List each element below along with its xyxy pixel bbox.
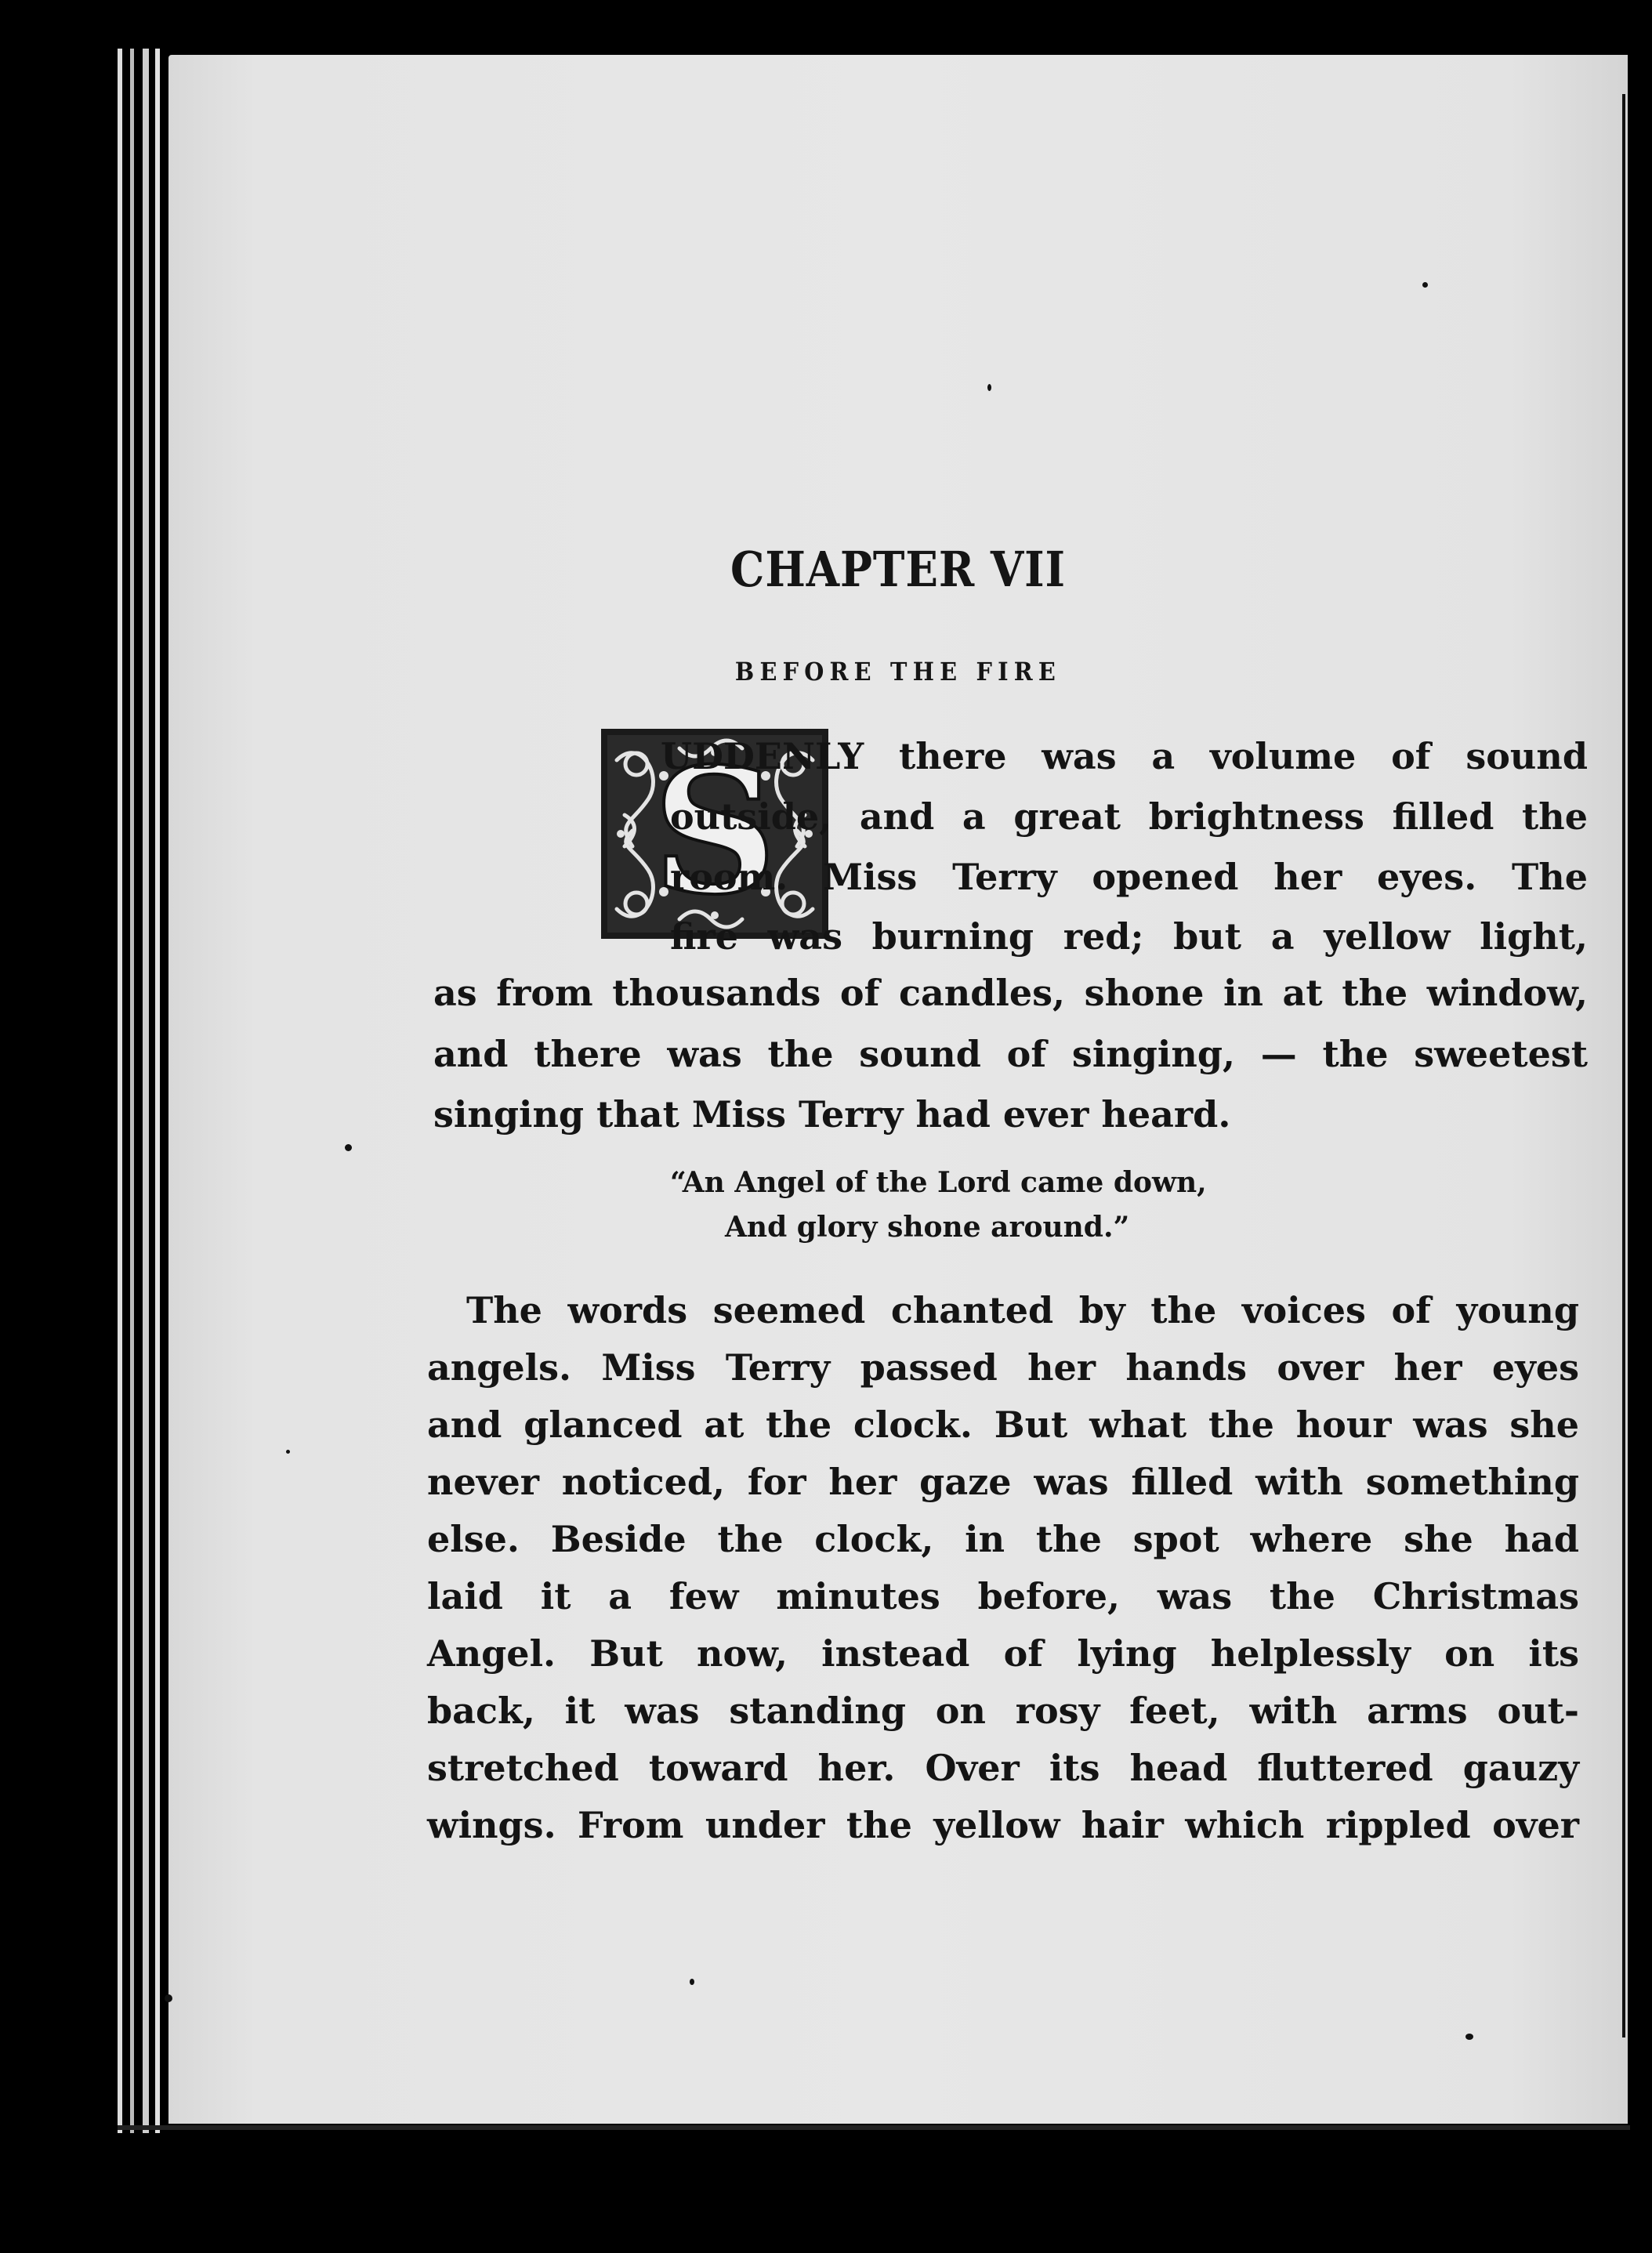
scan-speck — [1465, 2034, 1473, 2040]
paragraph-line: wings. From under the yellow hair which rippled over — [427, 1804, 1579, 1846]
paragraph-line: laid it a few minutes before, was the Christmas — [427, 1575, 1579, 1617]
paragraph-line: outside, and a great brightness filled the — [670, 795, 1588, 838]
scan-speck — [987, 384, 991, 391]
binding-stripe — [155, 49, 160, 2133]
paragraph-line: UDDENLY there was a volume of sound — [661, 735, 1588, 777]
binding-stripe — [143, 49, 149, 2133]
paragraph-line: singing that Miss Terry had ever heard. — [433, 1093, 1231, 1136]
scan-speck — [165, 1994, 172, 2002]
paragraph-line: back, it was standing on rosy feet, with arms out- — [427, 1690, 1579, 1732]
paragraph-line: and glanced at the clock. But what the hour was she — [427, 1404, 1579, 1446]
paragraph-line: Angel. But now, instead of lying helplessly on its — [427, 1632, 1579, 1675]
page-edge-rule — [1622, 94, 1625, 2037]
paragraph-line: The words seemed chanted by the voices of young — [466, 1289, 1579, 1331]
paragraph-line: else. Beside the clock, in the spot where she had — [427, 1518, 1579, 1560]
book-page — [168, 55, 1628, 2124]
paragraph-line: and there was the sound of singing, — the sweetest — [433, 1033, 1588, 1075]
scan-speck — [345, 1144, 352, 1151]
scan-speck — [690, 1979, 694, 1985]
paragraph-line: as from thousands of candles, shone in at the window, — [433, 972, 1588, 1014]
scan-speck — [1422, 282, 1428, 288]
verse-line: And glory shone around.” — [725, 1211, 1130, 1244]
chapter-title: CHAPTER VII — [730, 541, 1066, 598]
binding-stripe — [130, 49, 134, 2133]
paragraph-line: stretched toward her. Over its head fluttered gauzy — [427, 1747, 1579, 1789]
scan-speck — [286, 1450, 290, 1454]
paragraph-line: fire was burning red; but a yellow light, — [670, 915, 1588, 958]
section-title: BEFORE THE FIRE — [734, 657, 1062, 686]
binding-stripe — [118, 49, 122, 2133]
paragraph-line: room. Miss Terry opened her eyes. The — [670, 856, 1588, 898]
page-bottom-edge — [118, 2125, 1630, 2130]
paragraph-line: angels. Miss Terry passed her hands over her eyes — [427, 1346, 1579, 1389]
dropcap-letter: S — [652, 730, 777, 933]
paragraph-line: never noticed, for her gaze was filled with something — [427, 1461, 1579, 1503]
verse-line: “An Angel of the Lord came down, — [670, 1166, 1207, 1199]
